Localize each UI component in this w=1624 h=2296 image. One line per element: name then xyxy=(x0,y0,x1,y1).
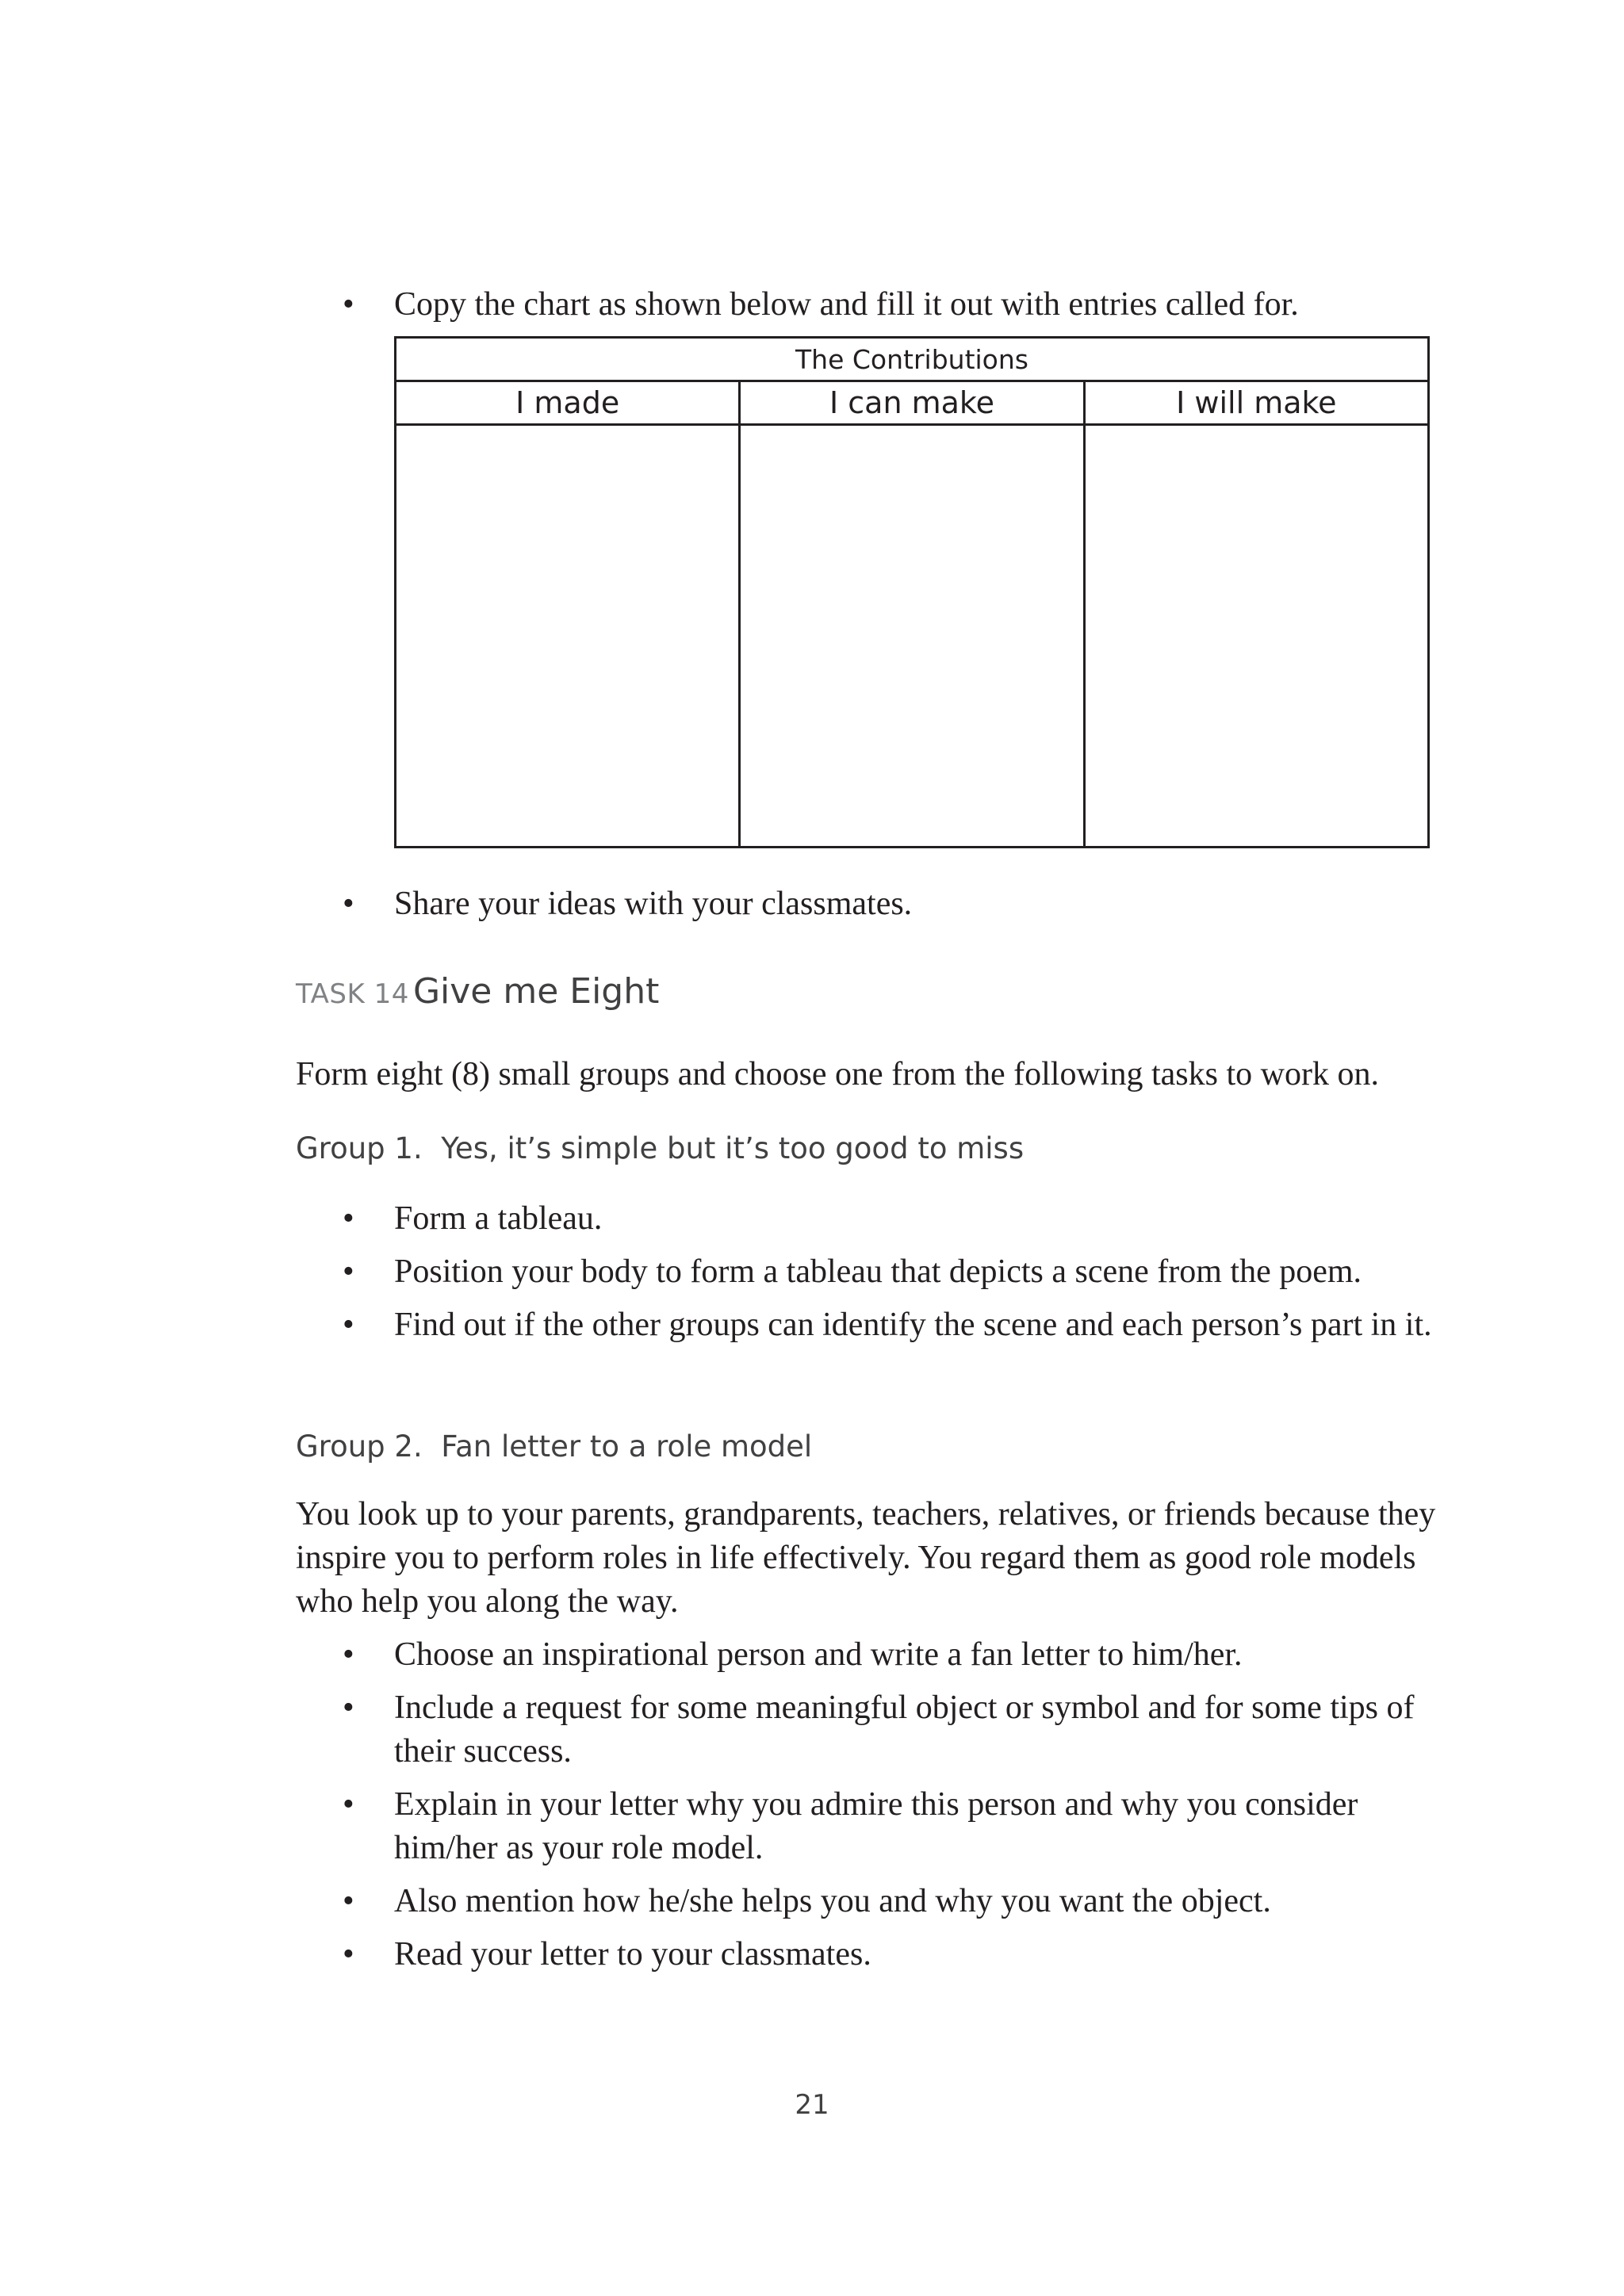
task-title: Give me Eight xyxy=(412,971,660,1012)
chart-column-header-i-will-make: I will make xyxy=(1084,381,1428,425)
bullet-icon: • xyxy=(343,286,354,323)
bullet-icon: • xyxy=(343,1253,354,1290)
list-item xyxy=(0,1880,1433,1923)
group2-title: Fan letter to a role model xyxy=(441,1429,813,1464)
bullet-icon: • xyxy=(343,1689,354,1726)
group1-title: Yes, it’s simple but it’s too good to miss xyxy=(441,1131,1025,1165)
task-heading xyxy=(296,971,659,1012)
group1-label: Group 1. xyxy=(296,1131,423,1165)
list-item xyxy=(0,1933,1433,1976)
list-item xyxy=(0,1303,1433,1347)
list-item-text: Include a request for some meaningful object or symbol and for some tips of their success. xyxy=(394,1689,1415,1770)
list-item xyxy=(0,1197,1433,1241)
group2-heading xyxy=(296,1429,812,1464)
list-item-text: Share your ideas with your classmates. xyxy=(394,886,913,922)
task-instruction: Form eight (8) small groups and choose one from the following tasks to work on. xyxy=(296,1056,1379,1093)
intro-bullet-list xyxy=(0,283,1433,336)
list-item xyxy=(0,1633,1433,1677)
list-item xyxy=(0,882,1433,926)
bullet-icon: • xyxy=(343,1200,354,1237)
chart-title: The Contributions xyxy=(396,338,1429,381)
bullet-icon: • xyxy=(343,1936,354,1973)
list-item-text: Form a tableau. xyxy=(394,1200,603,1237)
bullet-icon: • xyxy=(343,1883,354,1919)
list-item xyxy=(0,283,1433,327)
chart-column-header-i-can-make: I can make xyxy=(740,381,1084,425)
group2-label: Group 2. xyxy=(296,1429,423,1464)
group1-bullet-list xyxy=(0,1197,1433,1357)
group2-intro: You look up to your parents, grandparents, teachers, relatives, or friends because they inspire you to perform roles in life effectively. You regard them as good role models who help you along the way. xyxy=(296,1496,1436,1620)
bullet-icon: • xyxy=(343,1307,354,1343)
chart-empty-cell xyxy=(396,425,740,848)
bullet-icon: • xyxy=(343,1786,354,1823)
list-item-text: Also mention how he/she helps you and why you want the object. xyxy=(394,1883,1271,1919)
list-item xyxy=(0,1250,1433,1294)
list-item xyxy=(0,1686,1433,1774)
page-number: 21 xyxy=(795,2089,829,2121)
share-bullet-list xyxy=(0,882,1433,936)
list-item-text: Copy the chart as shown below and fill it out with entries called for. xyxy=(394,286,1299,323)
chart-empty-cell xyxy=(740,425,1084,848)
list-item-text: Explain in your letter why you admire this person and why you consider him/her as your role model. xyxy=(394,1786,1358,1866)
chart-column-header-i-made: I made xyxy=(396,381,740,425)
group2-bullet-list xyxy=(0,1633,1433,1986)
list-item-text: Position your body to form a tableau that depicts a scene from the poem. xyxy=(394,1253,1362,1290)
bullet-icon: • xyxy=(343,1636,354,1673)
contributions-chart xyxy=(394,336,1430,848)
list-item-text: Choose an inspirational person and write a fan letter to him/her. xyxy=(394,1636,1243,1673)
list-item-text: Find out if the other groups can identify the scene and each person’s part in it. xyxy=(394,1307,1432,1343)
list-item xyxy=(0,1783,1433,1870)
list-item-text: Read your letter to your classmates. xyxy=(394,1936,871,1973)
group1-heading xyxy=(296,1131,1024,1165)
task-number: TASK 14 xyxy=(296,978,409,1010)
chart-empty-cell xyxy=(1084,425,1428,848)
bullet-icon: • xyxy=(343,886,354,922)
